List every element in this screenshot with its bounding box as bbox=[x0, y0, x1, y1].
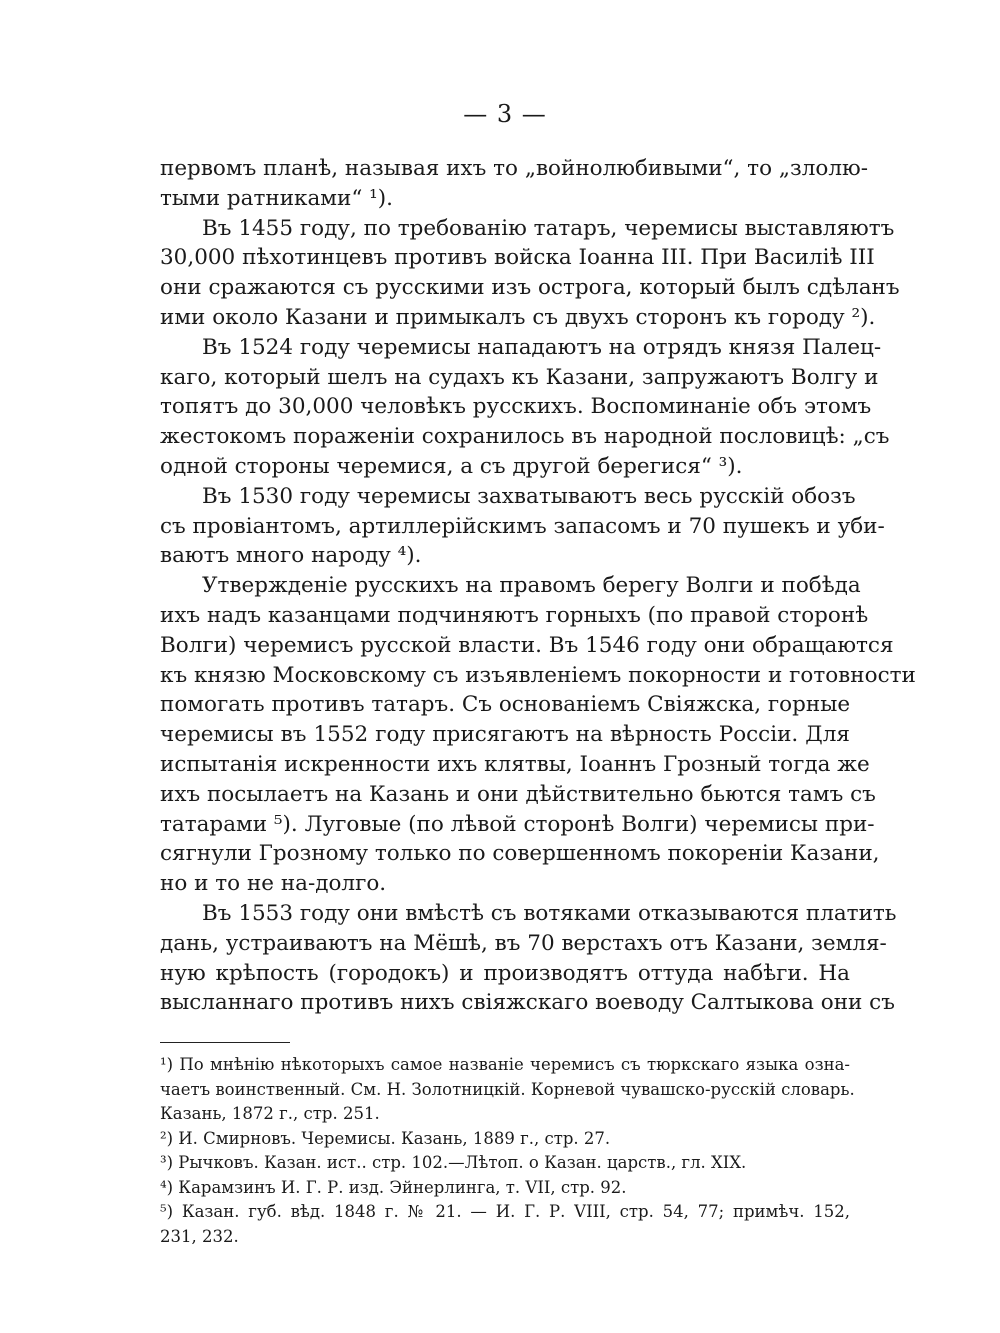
footnote-line: ⁴) Карамзинъ И. Г. Р. изд. Эйнерлинга, т. VII, стр. 92. bbox=[160, 1177, 627, 1197]
text-line: тыми ратниками“ ¹). bbox=[160, 185, 394, 211]
body-text bbox=[160, 154, 916, 1018]
footnotes bbox=[160, 1053, 855, 1249]
text-line: высланнаго противъ нихъ свіяжскаго воеводу Салтыкова они съ bbox=[160, 990, 895, 1016]
paragraph bbox=[160, 214, 900, 333]
text-line: къ князю Московскому съ изъявленіемъ покорности и готовности bbox=[160, 662, 916, 688]
footnote-separator bbox=[160, 1042, 290, 1043]
text-line: каго, который шелъ на судахъ къ Казани, запружаютъ Волгу и bbox=[160, 364, 879, 390]
text-line: Утвержденіе русскихъ на правомъ берегу Волги и побѣда bbox=[202, 573, 861, 599]
page bbox=[160, 100, 916, 1249]
footnote bbox=[160, 1151, 850, 1176]
text-line: ную крѣпость (городокъ) и производятъ оттуда набѣги. На bbox=[160, 960, 850, 986]
text-line: дань, устраиваютъ на Мёшѣ, въ 70 верстахъ отъ Казани, земля- bbox=[160, 930, 887, 956]
footnote bbox=[160, 1176, 850, 1201]
text-line: ихъ надъ казанцами подчиняютъ горныхъ (по правой сторонѣ bbox=[160, 602, 869, 628]
text-line: они сражаются съ русскими изъ острога, который былъ сдѣланъ bbox=[160, 275, 900, 301]
text-line: жестокомъ пораженіи сохранилось въ народной пословицѣ: „съ bbox=[160, 424, 890, 450]
paragraph bbox=[160, 333, 890, 482]
text-line: татарами ⁵). Луговые (по лѣвой сторонѣ Волги) черемисы при- bbox=[160, 811, 875, 837]
text-line: топятъ до 30,000 человѣкъ русскихъ. Воспоминаніе объ этомъ bbox=[160, 394, 872, 420]
text-line: Въ 1455 году, по требованію татаръ, черемисы выставляютъ bbox=[202, 215, 895, 241]
text-line: помогать противъ татаръ. Съ основаніемъ Свіяжска, горные bbox=[160, 692, 851, 718]
text-line: ихъ посылаетъ на Казань и они дѣйствительно бьются тамъ съ bbox=[160, 781, 876, 807]
paragraph bbox=[160, 154, 868, 214]
footnote-line: ²) И. Смирновъ. Черемисы. Казань, 1889 г., стр. 27. bbox=[160, 1128, 611, 1148]
text-line: Волги) черемисъ русской власти. Въ 1546 году они обращаются bbox=[160, 632, 894, 658]
text-line: 30,000 пѣхотинцевъ противъ войска Іоанна III. При Василіѣ III bbox=[160, 245, 875, 271]
text-line: одной стороны черемися, а съ другой берегися“ ³). bbox=[160, 453, 743, 479]
text-line: Въ 1553 году они вмѣстѣ съ вотяками отказываются платить bbox=[202, 900, 897, 926]
page-number: — 3 — bbox=[463, 100, 547, 128]
text-line: ваютъ много народу ⁴). bbox=[160, 543, 422, 569]
text-line: испытанія искренности ихъ клятвы, Іоаннъ Грозный тогда же bbox=[160, 751, 870, 777]
text-line: черемисы въ 1552 году присягаютъ на вѣрность Россіи. Для bbox=[160, 722, 850, 748]
text-line: но и то не на-долго. bbox=[160, 871, 387, 897]
paragraph bbox=[160, 571, 916, 899]
text-line: ими около Казани и примыкалъ съ двухъ сторонъ къ городу ²). bbox=[160, 304, 876, 330]
text-line: съ провіантомъ, артиллерійскимъ запасомъ и 70 пушекъ и уби- bbox=[160, 513, 885, 539]
text-line: Въ 1530 году черемисы захватываютъ весь русскій обозъ bbox=[202, 483, 856, 509]
footnote-line: ³) Рычковъ. Казан. ист.. стр. 102.—Лѣтоп. о Казан. царств., гл. XIX. bbox=[160, 1153, 747, 1173]
text-line: первомъ планѣ, называя ихъ то „войнолюбивыми“, то „злолю- bbox=[160, 156, 868, 181]
footnote-line: чаетъ воинственный. См. Н. Золотницкій. Корневой чувашско-русскій словарь. bbox=[160, 1079, 855, 1099]
text-line: Въ 1524 году черемисы нападаютъ на отрядъ князя Палец- bbox=[202, 334, 882, 360]
footnote bbox=[160, 1127, 850, 1152]
text-line: сягнули Грозному только по совершенномъ покореніи Казани, bbox=[160, 841, 880, 867]
footnote-line: Казань, 1872 г., стр. 251. bbox=[160, 1104, 380, 1124]
footnote bbox=[160, 1053, 855, 1127]
footnote bbox=[160, 1200, 850, 1249]
footnote-line: 231, 232. bbox=[160, 1226, 239, 1246]
footnote-line: ⁵) Казан. губ. вѣд. 1848 г. № 21. — И. Г. Р. VIII, стр. 54, 77; примѣч. 152, bbox=[160, 1202, 850, 1222]
paragraph bbox=[160, 899, 897, 1018]
footnote-line: ¹) По мнѣнію нѣкоторыхъ самое названіе черемисъ съ тюркскаго языка озна- bbox=[160, 1055, 850, 1075]
paragraph bbox=[160, 482, 885, 571]
